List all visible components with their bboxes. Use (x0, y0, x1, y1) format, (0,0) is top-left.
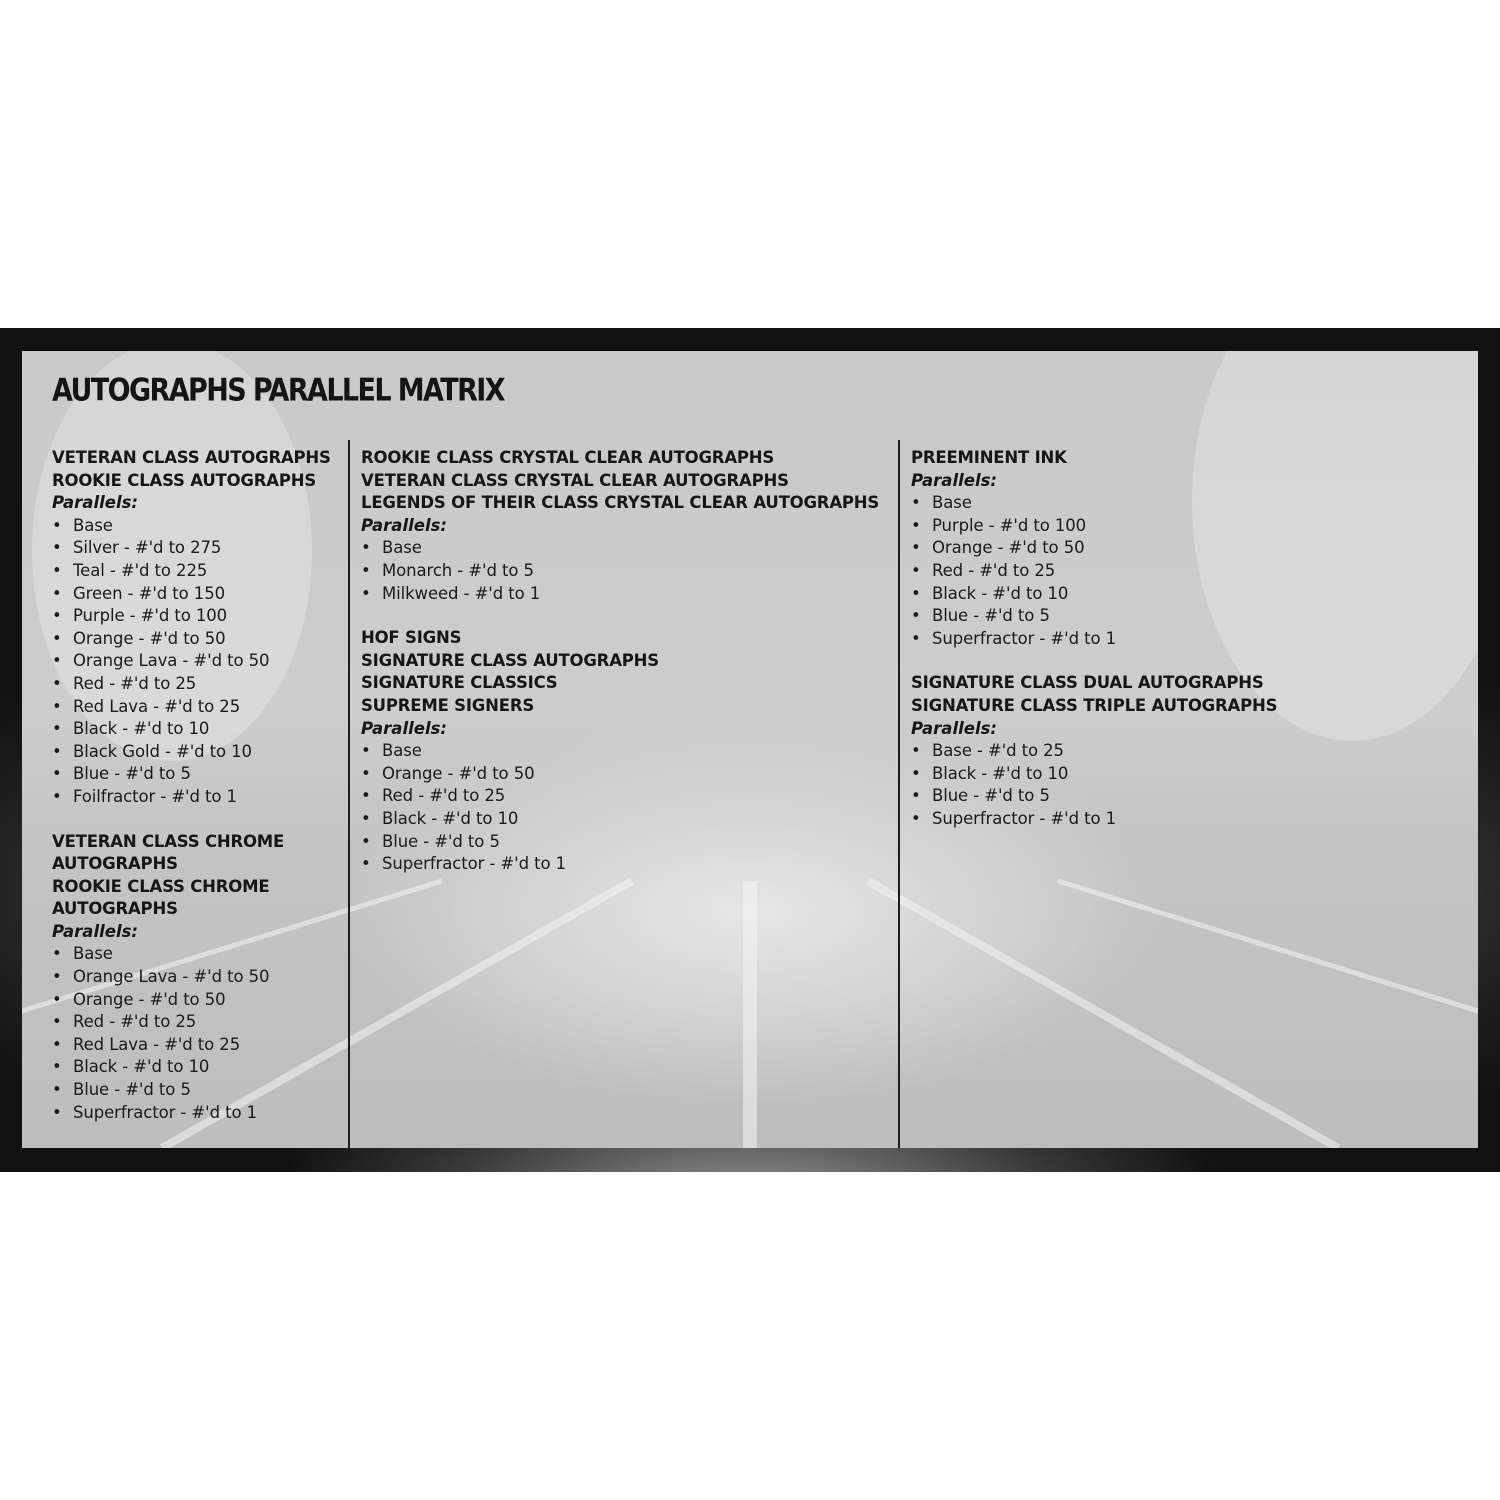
parallels-label: Parallels: (911, 718, 998, 738)
list-item: • Purple - #'d to 100 (911, 515, 1431, 538)
list-item: • Red Lava - #'d to 25 (52, 696, 342, 719)
matrix-panel (22, 351, 1478, 1148)
list-item: • Orange - #'d to 50 (361, 763, 891, 786)
set-heading: SIGNATURE CLASS DUAL AUTOGRAPHS (911, 673, 1264, 693)
set-heading: PREEMINENT INK (911, 448, 1067, 467)
list-item: • Superfractor - #'d to 1 (911, 808, 1431, 831)
set-heading: SIGNATURE CLASS TRIPLE AUTOGRAPHS (911, 695, 1278, 715)
list-item: • Blue - #'d to 5 (911, 785, 1431, 808)
list-item: • Black - #'d to 10 (911, 583, 1431, 606)
list-item: • Teal - #'d to 225 (52, 560, 342, 583)
list-item: • Black - #'d to 10 (911, 763, 1431, 786)
column-divider (898, 440, 900, 1148)
list-item: • Base (911, 492, 1431, 515)
list-item: • Orange - #'d to 50 (52, 628, 342, 651)
list-item: • Black - #'d to 10 (361, 808, 891, 831)
list-item: • Base (361, 537, 891, 560)
list-item: • Red - #'d to 25 (911, 560, 1431, 583)
list-item: • Superfractor - #'d to 1 (911, 628, 1431, 651)
list-item: • Orange - #'d to 50 (52, 989, 342, 1012)
list-item: • Orange Lava - #'d to 50 (52, 966, 342, 989)
parallels-list (52, 515, 342, 809)
parallels-label: Parallels: (52, 493, 139, 513)
list-item: • Red - #'d to 25 (361, 785, 891, 808)
set-heading: VETERAN CLASS AUTOGRAPHS (52, 448, 331, 467)
list-item: • Orange Lava - #'d to 50 (52, 650, 342, 673)
column-divider (348, 440, 350, 1148)
banner-background (0, 328, 1500, 1172)
set-group (52, 831, 342, 1125)
parallels-label: Parallels: (361, 515, 448, 535)
set-heading: HOF SIGNS (361, 628, 462, 648)
parallels-list (361, 740, 891, 876)
list-item: • Red - #'d to 25 (52, 1011, 342, 1034)
column-2 (361, 447, 891, 898)
set-heading: VETERAN CLASS CRYSTAL CLEAR AUTOGRAPHS (361, 470, 789, 490)
list-item: • Monarch - #'d to 5 (361, 560, 891, 583)
parallels-list (52, 943, 342, 1124)
list-item: • Black Gold - #'d to 10 (52, 741, 342, 764)
list-item: • Milkweed - #'d to 1 (361, 583, 891, 606)
column-3 (911, 447, 1431, 853)
parallels-label: Parallels: (911, 470, 998, 490)
list-item: • Base (52, 943, 342, 966)
list-item: • Blue - #'d to 5 (361, 831, 891, 854)
set-heading: SIGNATURE CLASSICS (361, 673, 558, 693)
set-heading: SUPREME SIGNERS (361, 695, 535, 715)
parallels-label: Parallels: (361, 718, 448, 738)
parallels-list (911, 740, 1431, 830)
set-group (911, 447, 1431, 650)
list-item: • Foilfractor - #'d to 1 (52, 786, 342, 809)
set-heading: ROOKIE CLASS AUTOGRAPHS (52, 470, 317, 490)
set-heading: ROOKIE CLASS CRYSTAL CLEAR AUTOGRAPHS (361, 448, 775, 467)
page-title: AUTOGRAPHS PARALLEL MATRIX (52, 373, 504, 409)
column-1 (52, 447, 342, 1146)
list-item: • Red - #'d to 25 (52, 673, 342, 696)
set-group (361, 627, 891, 876)
parallels-list (911, 492, 1431, 650)
list-item: • Superfractor - #'d to 1 (52, 1102, 342, 1125)
set-group (911, 672, 1431, 830)
list-item: • Silver - #'d to 275 (52, 537, 342, 560)
set-heading: SIGNATURE CLASS AUTOGRAPHS (361, 650, 659, 670)
list-item: • Red Lava - #'d to 25 (52, 1034, 342, 1057)
list-item: • Blue - #'d to 5 (911, 605, 1431, 628)
set-heading: LEGENDS OF THEIR CLASS CRYSTAL CLEAR AUTOGRAPHS (361, 493, 880, 513)
set-heading: ROOKIE CLASS CHROME AUTOGRAPHS (52, 876, 270, 919)
list-item: • Blue - #'d to 5 (52, 1079, 342, 1102)
list-item: • Base (361, 740, 891, 763)
list-item: • Superfractor - #'d to 1 (361, 853, 891, 876)
list-item: • Base - #'d to 25 (911, 740, 1431, 763)
list-item: • Purple - #'d to 100 (52, 605, 342, 628)
list-item: • Green - #'d to 150 (52, 583, 342, 606)
parallels-list (361, 537, 891, 605)
list-item: • Blue - #'d to 5 (52, 763, 342, 786)
list-item: • Orange - #'d to 50 (911, 537, 1431, 560)
parallels-label: Parallels: (52, 921, 139, 941)
set-group (361, 447, 891, 605)
list-item: • Black - #'d to 10 (52, 1056, 342, 1079)
set-heading: VETERAN CLASS CHROME AUTOGRAPHS (52, 831, 285, 874)
set-group (52, 447, 342, 809)
list-item: • Black - #'d to 10 (52, 718, 342, 741)
list-item: • Base (52, 515, 342, 538)
